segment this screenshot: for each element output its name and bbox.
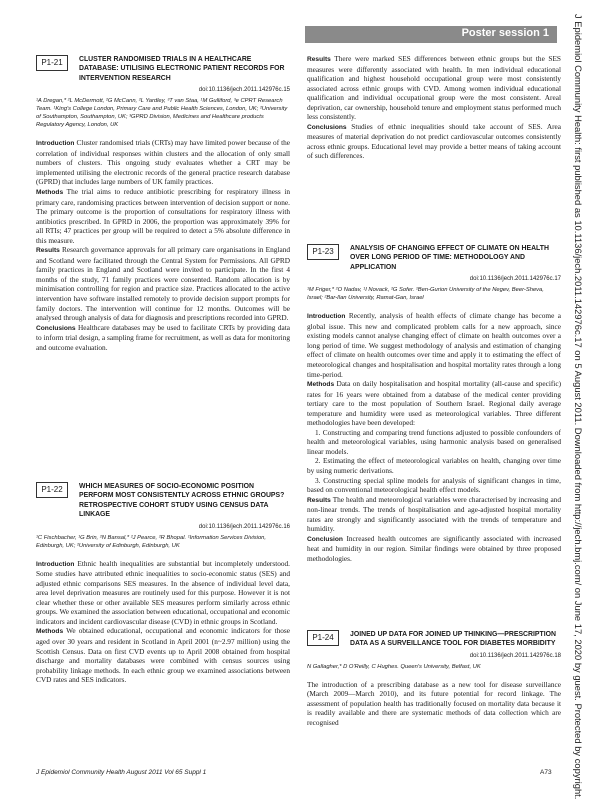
results-text: The health and meteorological variables were characterised by increasing and non-linear trends. The trends of hospitalisation and age-adjusted hospital mortality rates are strongly and significantly associated with the trends of temperature and humidity. [307, 494, 561, 534]
methods-text: Data on daily hospitalisation and hospital mortality (all-cause and specific) rates for 16 years were obtained from a database of the medical center providing tertiary care to the most population of Southern Israel. Regional daily average temperature and humidity were used as meteorological variables. Three different methodologies have been developed: [307, 379, 562, 428]
footer-page-number: A73 [540, 769, 552, 776]
methods-text: The trial aims to reduce antibiotic prescribing for respiratory illness in primary care, randomising practices between intervention of decision support or none. The primary outcome is the proportion of consultations for respiratory illness with antibiotics prescribed. In GPRD in 2006, the proportion was approximately 39% for all RTIs; 47 practices per group will be required to detect a 5% absolute difference in this measure. [36, 186, 290, 245]
abstract-p1-21 [36, 55, 290, 352]
results-label: Results [36, 247, 60, 255]
abstract-results [307, 495, 561, 534]
methods-label: Methods [36, 628, 64, 636]
abstract-p1-22-continued [307, 54, 561, 161]
abstract-authors: ¹M Friger,* ²O Nadav, ¹I Novack, ²G Sofer. ¹Ben-Gurion University of the Negev, Beer-Sheva, Israel; ²Bar-Ilan University, Ramat-Gan, Israel [307, 287, 544, 302]
methods-text: We obtained educational, occupational and economic indicators for those aged over 30 years and resident in Scotland in April 2001 (n~2.97 million) using the Scottish Census. Data on first CVD events up to April 2008 obtained from hospital discharge and mortality databases were combined with census sources using probability linkage methods. In each ethnic group we examined associations between CVD rates and SES indicators. [36, 626, 290, 685]
abstract-code: P1-23 [307, 244, 339, 260]
abstract-doi: doi:10.1136/jech.2011.142976c.18 [469, 652, 561, 659]
abstract-doi: doi:10.1136/jech.2011.142976c.15 [198, 87, 290, 94]
abstract-results [36, 245, 290, 322]
abstract-authors: ¹C Fischbacher, ¹G Brin, ²N Bansal,* ²J Pearce, ²R Bhopal. ¹Information Services Division, Edinburgh, UK; ²University of Edinburgh, Edinburgh, UK [36, 534, 267, 549]
section-header [305, 26, 557, 43]
abstract-body: The introduction of a prescribing database as a new tool for disease surveillance (March 2009—March 2010), and its future potential for record linkage. The assessment of population health has traditionally focused on mortality data because it is readily available and there are systematic methods of data collection which are recognised [307, 679, 561, 727]
abstract-title: WHICH MEASURES OF SOCIO-ECONOMIC POSITION PERFORM MOST CONSISTENTLY ACROSS ETHNIC GROUPS? RETROSPECTIVE COHORT STUDY USING CENSUS DATA LINKAGE [79, 483, 285, 519]
abstract-p1-23 [307, 244, 561, 563]
conclusions-label: Conclusions [307, 123, 347, 131]
conclusions-text: Healthcare databases may be used to facilitate CRTs by providing data to inform trial design, a sampling frame for recruitment, as well as data for monitoring and outcome evaluation. [36, 322, 290, 352]
abstract-title: JOINED UP DATA FOR JOINED UP THINKING—PRESCRIPTION DATA AS A SURVEILLANCE TOOL FOR DIABETES MORBIDITY [350, 631, 556, 648]
results-label: Results [307, 56, 331, 63]
conclusions-text: Studies of ethnic inequalities should take account of SES. Area measures of material deprivation do not predict cardiovascular outcomes consistently across ethnic groups. Educational level may provide a better means of taking account of such differences. [307, 121, 561, 161]
abstract-methods [36, 626, 290, 684]
abstract-p1-24 [307, 630, 561, 728]
footer-journal: J Epidemiol Community Health August 2011 Vol 65 Suppl 1 [36, 769, 207, 776]
abstract-conclusion [307, 534, 561, 564]
abstract-introduction [36, 138, 290, 187]
methods-label: Methods [307, 381, 335, 389]
method-item-2: 2. Estimating the effect of meteorological variables on health, changing over time by using numeric derivations. [307, 456, 561, 475]
abstract-doi: doi:10.1136/jech.2011.142976c.17 [469, 276, 561, 283]
abstract-authors: ¹A Dregan,* ²L McDermott, ²G McCann, ²L Yardley, ³T van Staa, ¹M Gulliford, ³e CPRT Research Team. ¹King's College London, Primary Care and Public Health Sciences, London, UK; ²University of Southampton, Southampton, UK; ³GPRD Division, Medicines and Healthcare products Regulatory Agency, London, UK [36, 98, 288, 129]
intro-label: Introduction [36, 560, 75, 568]
abstract-header [36, 55, 290, 83]
conclusion-label: Conclusion [307, 535, 343, 543]
abstract-code: P1-22 [36, 482, 68, 498]
side-text: J Epidemiol Community Health: first published as 10.1136/jech.2011.142976c.17 on 5 August 2011. Downloaded from http://jech.bmj.com/ on June 17, 2020 by guest. Protected by copyright. [573, 14, 584, 799]
abstract-code: P1-21 [36, 55, 68, 71]
abstract-header [307, 630, 561, 649]
abstract-conclusions [36, 323, 290, 353]
intro-text: Cluster randomised trials (CRTs) may have limited power because of the correlation of individual responses within clusters and the allocation of only small numbers of clusters. This ongoing study evaluates whether a CRT may be implemented utilising the electronic records of the general practice research database (GPRD) that includes large numbers of UK family practices. [36, 138, 290, 187]
abstract-introduction [36, 559, 290, 627]
abstract-p1-22 [36, 482, 290, 685]
abstract-results [307, 54, 561, 122]
methods-label: Methods [36, 188, 64, 196]
method-item-3: 3. Constructing special spline models for analysis of significant changes in time, based on conventional meteorological health effect models. [307, 475, 561, 495]
conclusion-text: Increased health outcomes are significantly associated with increased heat and humidity in our region. Similar findings were obtained by three proposed methodologies. [307, 533, 561, 563]
conclusions-label: Conclusions [36, 324, 76, 332]
abstract-doi: doi:10.1136/jech.2011.142976c.16 [198, 523, 290, 530]
abstract-methods [307, 379, 561, 428]
abstract-title: ANALYSIS OF CHANGING EFFECT OF CLIMATE ON HEALTH OVER LONG PERIOD OF TIME: METHODOLOGY AND APPLICATION [350, 245, 549, 271]
abstract-title: CLUSTER RANDOMISED TRIALS IN A HEALTHCARE DATABASE: UTILISING ELECTRONIC PATIENT RECORDS FOR INTERVENTION RESEARCH [79, 56, 285, 82]
results-text: Research governance approvals for all primary care organisations in England and Scotland were facilitated through the Central System for Permissions. All GPRD family practices in England and Scotland were invited to participate. In the first 4 months of the study, 71 family practices were consented. Random allocation is by minimisation controlling for region and practice size. Practices allocated to the active intervention have software installed remotely to provide decision support prompts for family doctors. The intervention will continue for 12 months. Outcomes will be analysed through analysis of data for diagnosis and prescriptions recorded into GPRD. [36, 245, 290, 323]
results-text: There were marked SES differences between ethnic groups but the SES measures were differently associated with health. In men individual educational qualification and highest household occupational group were most consistently associated across ethnic groups with CVD. Among women individual educational qualification and individual occupational group were the most consistent. Areal deprivation, car ownership, household tenure and employment status performed much less consistently. [307, 54, 561, 122]
results-label: Results [307, 496, 331, 504]
abstract-introduction [307, 311, 561, 379]
abstract-authors: N Gallagher,* D O'Reilly, C Hughes. Queen's University, Belfast, UK [307, 663, 481, 670]
abstract-code: P1-24 [307, 630, 339, 646]
side-banner [570, 14, 586, 799]
intro-label: Introduction [36, 140, 75, 148]
abstract-header [36, 482, 290, 520]
intro-text: Ethnic health inequalities are substantial but incompletely understood. Some studies have attributed ethnic inequalities to socio-economic status (SES) and adjusted ethnic comparisons SES measures. In the absence of individual level data, area level deprivation measures are routinely used for this purpose. However it is not clear whether these or other available SES measures perform similarly across ethnic groups. We examined the association between educational, occupational and economic indicators and incident cardiovascular disease (CVD) in ethnic groups in Scotland. [36, 558, 290, 626]
intro-label: Introduction [307, 313, 346, 321]
method-item-1: 1. Constructing and comparing trend functions adjusted to possible confounders of health and meteorological variables, using harmonic analysis based on generalised linear models. [307, 427, 561, 456]
abstract-header [307, 244, 561, 272]
abstract-conclusions [307, 122, 561, 161]
intro-text: Recently, analysis of health effects of climate change has become a global issue. This new and complicated problem calls for a new approach, since existing models cannot analyse changing effect of climate on health outcomes over a long period of time. We suggest methodology of analysis and estimation of changing effect of climate on health outcomes over time and apply it to estimating the effect of meteorological changes and hospitalisation and hospital mortality rates through a long time-period. [307, 311, 562, 379]
section-title: Poster session 1 [461, 27, 549, 39]
abstract-methods [36, 187, 290, 245]
